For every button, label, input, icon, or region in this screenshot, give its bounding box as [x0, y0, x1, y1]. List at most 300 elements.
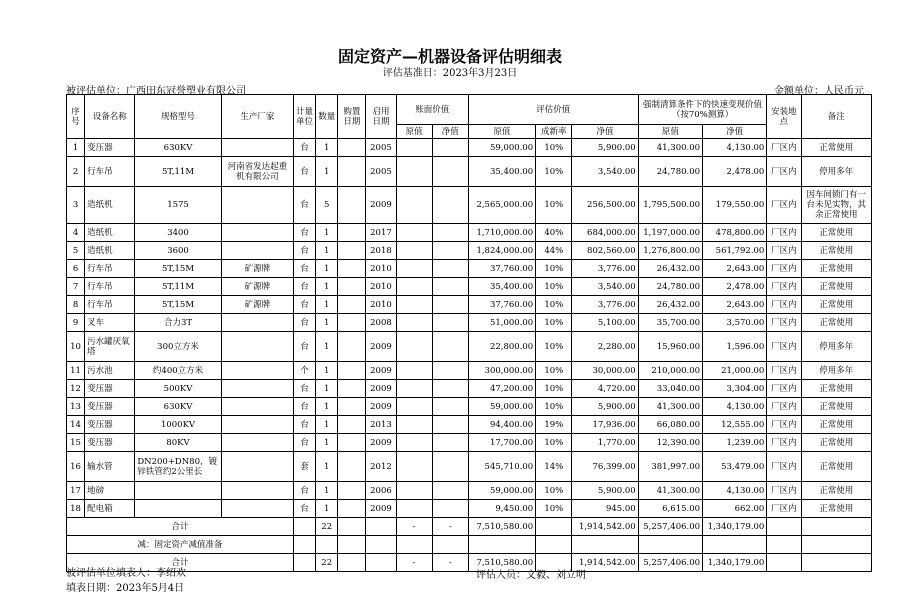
table-row	[67, 416, 872, 434]
row-remark: 正常使用	[801, 139, 872, 157]
row-book-net	[432, 434, 468, 452]
subtotal-newness	[536, 518, 572, 536]
row-name: 行车吊	[85, 260, 135, 278]
row-maker	[221, 139, 293, 157]
row-unit: 台	[294, 139, 316, 157]
total-label: 合计	[67, 554, 294, 572]
row-book-original	[396, 398, 432, 416]
total-eval-original: 7,510,580.00	[468, 554, 535, 572]
row-book-net	[432, 296, 468, 314]
row-unit: 台	[294, 314, 316, 332]
row-eval-original: 35,400.00	[468, 157, 535, 187]
subtotal-forced-net: 1,340,179.00	[703, 518, 767, 536]
row-remark: 正常使用	[801, 500, 872, 518]
col-book-net: 净值	[432, 125, 468, 139]
row-name: 叉车	[85, 314, 135, 332]
row-eval-net: 3,540.00	[572, 278, 638, 296]
row-eval-original: 51,000.00	[468, 314, 535, 332]
row-book-original	[396, 332, 432, 362]
row-seq: 5	[67, 242, 85, 260]
row-location: 厂区内	[767, 296, 801, 314]
row-use-date: 2017	[366, 224, 396, 242]
row-model: DN200+DN80，镀锌铁管约2公里长	[135, 452, 221, 482]
row-unit: 台	[294, 500, 316, 518]
row-unit: 套	[294, 452, 316, 482]
row-book-net	[432, 398, 468, 416]
row-forced-net: 561,792.00	[703, 242, 767, 260]
row-eval-original: 545,710.00	[468, 452, 535, 482]
row-buy-date	[338, 224, 366, 242]
row-use-date: 2005	[366, 157, 396, 187]
row-buy-date	[338, 157, 366, 187]
row-forced-net: 1,239.00	[703, 434, 767, 452]
row-location: 厂区内	[767, 434, 801, 452]
row-book-original	[396, 416, 432, 434]
row-unit: 台	[294, 482, 316, 500]
row-eval-original: 59,000.00	[468, 398, 535, 416]
row-newness: 10%	[536, 380, 572, 398]
table-row	[67, 500, 872, 518]
row-buy-date	[338, 332, 366, 362]
row-name: 变压器	[85, 139, 135, 157]
row-book-net	[432, 157, 468, 187]
table-row	[67, 332, 872, 362]
row-use-date: 2010	[366, 296, 396, 314]
row-qty: 5	[316, 187, 338, 224]
col-name: 设备名称	[85, 95, 135, 139]
total-unit	[294, 554, 316, 572]
row-use-date: 2009	[366, 398, 396, 416]
row-eval-original: 59,000.00	[468, 139, 535, 157]
col-eval-value: 评估价值	[468, 95, 638, 125]
row-seq: 1	[67, 139, 85, 157]
row-forced-net: 1,596.00	[703, 332, 767, 362]
row-forced-original: 33,040.00	[638, 380, 702, 398]
row-forced-original: 41,300.00	[638, 398, 702, 416]
row-buy-date	[338, 362, 366, 380]
row-eval-original: 1,710,000.00	[468, 224, 535, 242]
row-buy-date	[338, 278, 366, 296]
row-use-date: 2018	[366, 242, 396, 260]
row-book-original	[396, 224, 432, 242]
row-book-original	[396, 482, 432, 500]
row-qty: 1	[316, 452, 338, 482]
row-eval-original: 35,400.00	[468, 278, 535, 296]
row-name: 变压器	[85, 398, 135, 416]
row-forced-original: 1,795,500.00	[638, 187, 702, 224]
row-name: 污水池	[85, 362, 135, 380]
row-use-date: 2006	[366, 482, 396, 500]
row-buy-date	[338, 416, 366, 434]
row-seq: 10	[67, 332, 85, 362]
row-forced-net: 2,478.00	[703, 157, 767, 187]
subtotal-eval-original: 7,510,580.00	[468, 518, 535, 536]
row-maker	[221, 482, 293, 500]
row-book-net	[432, 452, 468, 482]
table-row	[67, 224, 872, 242]
row-book-net	[432, 362, 468, 380]
row-unit: 台	[294, 157, 316, 187]
row-name: 行车吊	[85, 157, 135, 187]
row-seq: 13	[67, 398, 85, 416]
row-use-date: 2013	[366, 416, 396, 434]
row-book-original	[396, 278, 432, 296]
col-buy-date: 购置日期	[338, 95, 366, 139]
col-qty: 数量	[316, 95, 338, 139]
row-name: 变压器	[85, 416, 135, 434]
row-name: 造纸机	[85, 224, 135, 242]
row-forced-net: 662.00	[703, 500, 767, 518]
row-seq: 16	[67, 452, 85, 482]
total-use	[366, 554, 396, 572]
row-forced-original: 26,432.00	[638, 260, 702, 278]
row-qty: 1	[316, 482, 338, 500]
row-newness: 14%	[536, 452, 572, 482]
row-book-original	[396, 260, 432, 278]
row-book-net	[432, 242, 468, 260]
row-remark: 因车间锁门有一台未见实物，其余正常使用	[801, 187, 872, 224]
row-maker: 矿源牌	[221, 278, 293, 296]
fill-date: 填表日期：2023年5月4日	[66, 583, 185, 594]
row-book-original	[396, 434, 432, 452]
row-unit: 个	[294, 362, 316, 380]
row-seq: 9	[67, 314, 85, 332]
row-forced-original: 26,432.00	[638, 296, 702, 314]
row-book-original	[396, 139, 432, 157]
row-remark: 正常使用	[801, 482, 872, 500]
row-model: 5T,15M	[135, 296, 221, 314]
row-qty: 1	[316, 380, 338, 398]
row-unit: 台	[294, 416, 316, 434]
row-eval-net: 5,900.00	[572, 482, 638, 500]
row-maker: 矿源牌	[221, 260, 293, 278]
table-row	[67, 157, 872, 187]
row-qty: 1	[316, 296, 338, 314]
row-qty: 1	[316, 362, 338, 380]
row-unit: 台	[294, 332, 316, 362]
row-forced-original: 381,997.00	[638, 452, 702, 482]
row-buy-date	[338, 398, 366, 416]
row-maker: 河南省发达起重机有限公司	[221, 157, 293, 187]
row-eval-net: 3,776.00	[572, 296, 638, 314]
row-unit: 台	[294, 278, 316, 296]
row-qty: 1	[316, 242, 338, 260]
row-newness: 10%	[536, 332, 572, 362]
col-eval-newness: 成新率	[536, 125, 572, 139]
row-name: 造纸机	[85, 187, 135, 224]
total-forced-original: 5,257,406.00	[638, 554, 702, 572]
row-use-date: 2010	[366, 278, 396, 296]
subtotal-eval-net: 1,914,542.00	[572, 518, 638, 536]
row-qty: 1	[316, 500, 338, 518]
row-eval-original: 17,700.00	[468, 434, 535, 452]
row-newness: 10%	[536, 500, 572, 518]
row-newness: 40%	[536, 224, 572, 242]
row-location: 厂区内	[767, 224, 801, 242]
row-unit: 台	[294, 224, 316, 242]
row-seq: 18	[67, 500, 85, 518]
row-use-date: 2009	[366, 187, 396, 224]
row-model: 5T,11M	[135, 157, 221, 187]
row-book-net	[432, 380, 468, 398]
row-eval-net: 17,936.00	[572, 416, 638, 434]
row-remark: 停用多年	[801, 362, 872, 380]
row-location: 厂区内	[767, 482, 801, 500]
row-qty: 1	[316, 434, 338, 452]
table-row	[67, 314, 872, 332]
row-location: 厂区内	[767, 187, 801, 224]
row-forced-net: 21,000.00	[703, 362, 767, 380]
row-qty: 1	[316, 416, 338, 434]
row-book-net	[432, 500, 468, 518]
row-newness: 10%	[536, 278, 572, 296]
row-unit: 台	[294, 398, 316, 416]
subtotal-qty: 22	[316, 518, 338, 536]
row-remark: 正常使用	[801, 380, 872, 398]
row-use-date: 2009	[366, 362, 396, 380]
row-newness: 10%	[536, 139, 572, 157]
total-book-net: -	[432, 554, 468, 572]
currency-unit: 金额单位：人民币元	[774, 86, 864, 97]
row-buy-date	[338, 452, 366, 482]
table-row	[67, 278, 872, 296]
col-book-original: 原值	[396, 125, 432, 139]
row-model: 合力3T	[135, 314, 221, 332]
table-row	[67, 380, 872, 398]
row-qty: 1	[316, 314, 338, 332]
table-row	[67, 362, 872, 380]
row-qty: 1	[316, 224, 338, 242]
subtotal-use	[366, 518, 396, 536]
row-book-original	[396, 362, 432, 380]
row-remark: 正常使用	[801, 398, 872, 416]
row-buy-date	[338, 260, 366, 278]
row-location: 厂区内	[767, 332, 801, 362]
row-forced-original: 12,390.00	[638, 434, 702, 452]
col-eval-original: 原值	[468, 125, 535, 139]
table-row	[67, 187, 872, 224]
row-newness: 10%	[536, 260, 572, 278]
row-remark: 正常使用	[801, 416, 872, 434]
row-remark: 停用多年	[801, 157, 872, 187]
row-eval-net: 684,000.00	[572, 224, 638, 242]
row-model: 630KV	[135, 398, 221, 416]
row-use-date: 2012	[366, 452, 396, 482]
row-forced-original: 1,276,800.00	[638, 242, 702, 260]
col-forced-value: 强制清算条件下的快速变现价值（按70%测算）	[638, 95, 767, 125]
row-eval-original: 2,565,000.00	[468, 187, 535, 224]
subtotal-unit	[294, 518, 316, 536]
row-maker	[221, 434, 293, 452]
row-buy-date	[338, 482, 366, 500]
row-remark: 正常使用	[801, 260, 872, 278]
row-location: 厂区内	[767, 139, 801, 157]
row-buy-date	[338, 434, 366, 452]
row-eval-net: 3,776.00	[572, 260, 638, 278]
row-name: 污水罐厌氧塔	[85, 332, 135, 362]
row-model	[135, 482, 221, 500]
row-eval-original: 9,450.00	[468, 500, 535, 518]
row-eval-original: 300,000.00	[468, 362, 535, 380]
row-book-original	[396, 242, 432, 260]
impairment-label: 减：固定资产减值准备	[67, 536, 294, 554]
row-forced-original: 210,000.00	[638, 362, 702, 380]
row-forced-original: 24,780.00	[638, 278, 702, 296]
row-qty: 1	[316, 260, 338, 278]
row-location: 厂区内	[767, 416, 801, 434]
row-eval-net: 30,000.00	[572, 362, 638, 380]
row-maker	[221, 314, 293, 332]
row-eval-original: 37,760.00	[468, 296, 535, 314]
row-newness: 10%	[536, 187, 572, 224]
table-row	[67, 139, 872, 157]
row-model: 3600	[135, 242, 221, 260]
col-seq: 序号	[67, 95, 85, 139]
row-use-date: 2010	[366, 260, 396, 278]
row-location: 厂区内	[767, 242, 801, 260]
row-forced-original: 24,780.00	[638, 157, 702, 187]
row-eval-net: 945.00	[572, 500, 638, 518]
row-eval-net: 256,500.00	[572, 187, 638, 224]
row-book-original	[396, 452, 432, 482]
page-title: 固定资产—机器设备评估明细表	[337, 47, 562, 66]
row-model: 500KV	[135, 380, 221, 398]
row-location: 厂区内	[767, 362, 801, 380]
row-maker: 矿源牌	[221, 296, 293, 314]
row-qty: 1	[316, 157, 338, 187]
row-seq: 14	[67, 416, 85, 434]
row-maker	[221, 398, 293, 416]
row-book-net	[432, 416, 468, 434]
row-eval-net: 2,280.00	[572, 332, 638, 362]
row-seq: 8	[67, 296, 85, 314]
row-forced-original: 1,197,000.00	[638, 224, 702, 242]
row-seq: 4	[67, 224, 85, 242]
row-model	[135, 500, 221, 518]
row-seq: 17	[67, 482, 85, 500]
row-model: 1575	[135, 187, 221, 224]
row-book-original	[396, 296, 432, 314]
row-maker	[221, 332, 293, 362]
row-book-net	[432, 139, 468, 157]
row-model: 80KV	[135, 434, 221, 452]
entity-name: 被评估单位：广西田东冠誉塑业有限公司	[66, 86, 246, 97]
row-eval-net: 5,900.00	[572, 139, 638, 157]
row-forced-net: 2,643.00	[703, 260, 767, 278]
row-forced-original: 15,960.00	[638, 332, 702, 362]
row-newness: 10%	[536, 398, 572, 416]
row-model: 约400立方米	[135, 362, 221, 380]
row-model: 5T,15M	[135, 260, 221, 278]
table-row	[67, 296, 872, 314]
total-location	[767, 554, 801, 572]
row-buy-date	[338, 380, 366, 398]
subtotal-forced-original: 5,257,406.00	[638, 518, 702, 536]
table-row	[67, 242, 872, 260]
total-buy	[338, 554, 366, 572]
row-remark: 正常使用	[801, 314, 872, 332]
row-qty: 1	[316, 139, 338, 157]
row-book-original	[396, 314, 432, 332]
row-eval-net: 76,399.00	[572, 452, 638, 482]
row-buy-date	[338, 296, 366, 314]
row-newness: 44%	[536, 242, 572, 260]
row-name: 变压器	[85, 434, 135, 452]
row-maker	[221, 242, 293, 260]
row-newness: 10%	[536, 482, 572, 500]
row-seq: 11	[67, 362, 85, 380]
col-model: 规格型号	[135, 95, 221, 139]
row-name: 地磅	[85, 482, 135, 500]
row-forced-original: 35,700.00	[638, 314, 702, 332]
row-book-original	[396, 500, 432, 518]
row-model: 300立方米	[135, 332, 221, 362]
row-use-date: 2009	[366, 434, 396, 452]
row-eval-net: 4,720.00	[572, 380, 638, 398]
row-forced-net: 2,478.00	[703, 278, 767, 296]
total-book-original: -	[396, 554, 432, 572]
col-maker: 生产厂家	[221, 95, 293, 139]
subtotal-book-original: -	[396, 518, 432, 536]
table-row	[67, 452, 872, 482]
row-location: 厂区内	[767, 452, 801, 482]
row-eval-original: 22,800.00	[468, 332, 535, 362]
subtotal-location	[767, 518, 801, 536]
row-maker	[221, 362, 293, 380]
row-book-net	[432, 278, 468, 296]
row-seq: 2	[67, 157, 85, 187]
row-eval-original: 59,000.00	[468, 482, 535, 500]
row-name: 行车吊	[85, 296, 135, 314]
row-forced-original: 66,080.00	[638, 416, 702, 434]
row-unit: 台	[294, 260, 316, 278]
row-model: 5T,11M	[135, 278, 221, 296]
row-qty: 1	[316, 278, 338, 296]
row-name: 配电箱	[85, 500, 135, 518]
row-forced-net: 53,479.00	[703, 452, 767, 482]
row-seq: 3	[67, 187, 85, 224]
row-use-date: 2009	[366, 380, 396, 398]
table-row	[67, 398, 872, 416]
row-maker	[221, 187, 293, 224]
col-unit: 计量单位	[294, 95, 316, 139]
subtotal-label: 合计	[67, 518, 294, 536]
row-seq: 7	[67, 278, 85, 296]
row-buy-date	[338, 500, 366, 518]
col-forced-original: 原值	[638, 125, 702, 139]
table-row	[67, 482, 872, 500]
row-remark: 正常使用	[801, 434, 872, 452]
row-buy-date	[338, 187, 366, 224]
col-remark: 备注	[801, 95, 872, 139]
row-forced-net: 3,570.00	[703, 314, 767, 332]
row-unit: 台	[294, 380, 316, 398]
row-unit: 台	[294, 242, 316, 260]
row-remark: 正常使用	[801, 296, 872, 314]
base-date: 评估基准日：2023年3月23日	[382, 68, 518, 79]
row-remark: 正常使用	[801, 224, 872, 242]
appraisers: 评估人员：文毅、刘立明	[476, 570, 586, 581]
row-location: 厂区内	[767, 500, 801, 518]
row-model: 630KV	[135, 139, 221, 157]
row-remark: 正常使用	[801, 452, 872, 482]
row-forced-net: 4,130.00	[703, 139, 767, 157]
row-forced-net: 12,555.00	[703, 416, 767, 434]
subtotal-remark	[801, 518, 872, 536]
row-model: 3400	[135, 224, 221, 242]
row-newness: 10%	[536, 296, 572, 314]
row-buy-date	[338, 139, 366, 157]
